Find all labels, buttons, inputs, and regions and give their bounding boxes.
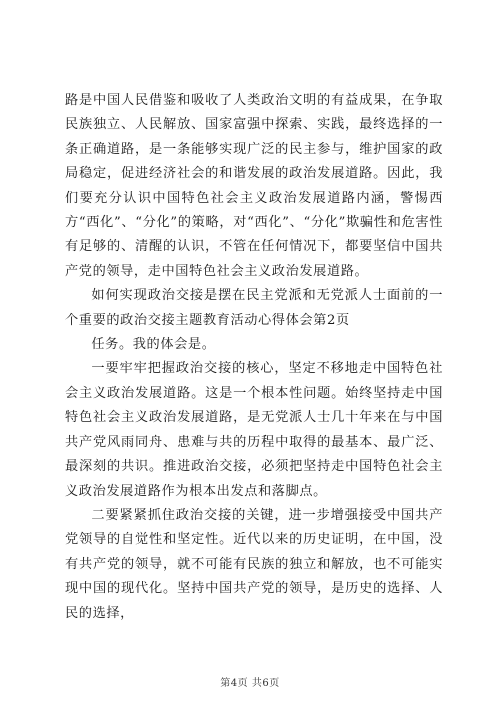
paragraph-political-handover: 如何实现政治交接是摆在民主党派和无党派人士面前的一个重要的政治交接主题教育活动心得体会第2页 [65,288,443,328]
paragraph-point-two: 二要紧紧抓住政治交接的关键，进一步增强接受中国共产党领导的自觉性和坚定性。近代以来的历史证明，在中国，没有共产党的领导，就不可能有民族的独立和解放，也不可能实现中国的现代化。坚持中国共产党的领导，是历史的选择、人民的选择， [65,507,443,621]
paragraph-task: 任务。我的体会是。 [91,337,216,353]
page-footer: 第4页 共6页 [220,678,280,689]
paragraph-continuation: 路是中国人民借鉴和吸收了人类政治文明的有益成果，在争取民族独立、人民解放、国家富强中探索、实践，最终选择的一条正确道路，是一条能够实现广泛的民主参与，维护国家的政局稳定，促进经济社会的和谐发展的政治发展道路。因此，我们要充分认识中国特色社会主义政治发展道路内涵，警惕西方“西化”、“分化”的策略，对“西化”、“分化”欺骗性和危害性有足够的、清醒的认识，不管在任何情况下，都要坚信中国共产党的领导，走中国特色社会主义政治发展道路。 [65,93,443,279]
document-body [65,89,443,626]
paragraph-point-one: 一要牢牢把握政治交接的核心，坚定不移地走中国特色社会主义政治发展道路。这是一个根本性问题。始终坚持走中国特色社会主义政治发展道路，是无党派人士几十年来在与中国共产党风雨同舟、患难与共的历程中取得的最基本、最广泛、最深刻的共识。推进政治交接，必须把坚持走中国特色社会主义政治发展道路作为根本出发点和落脚点。 [65,361,443,499]
